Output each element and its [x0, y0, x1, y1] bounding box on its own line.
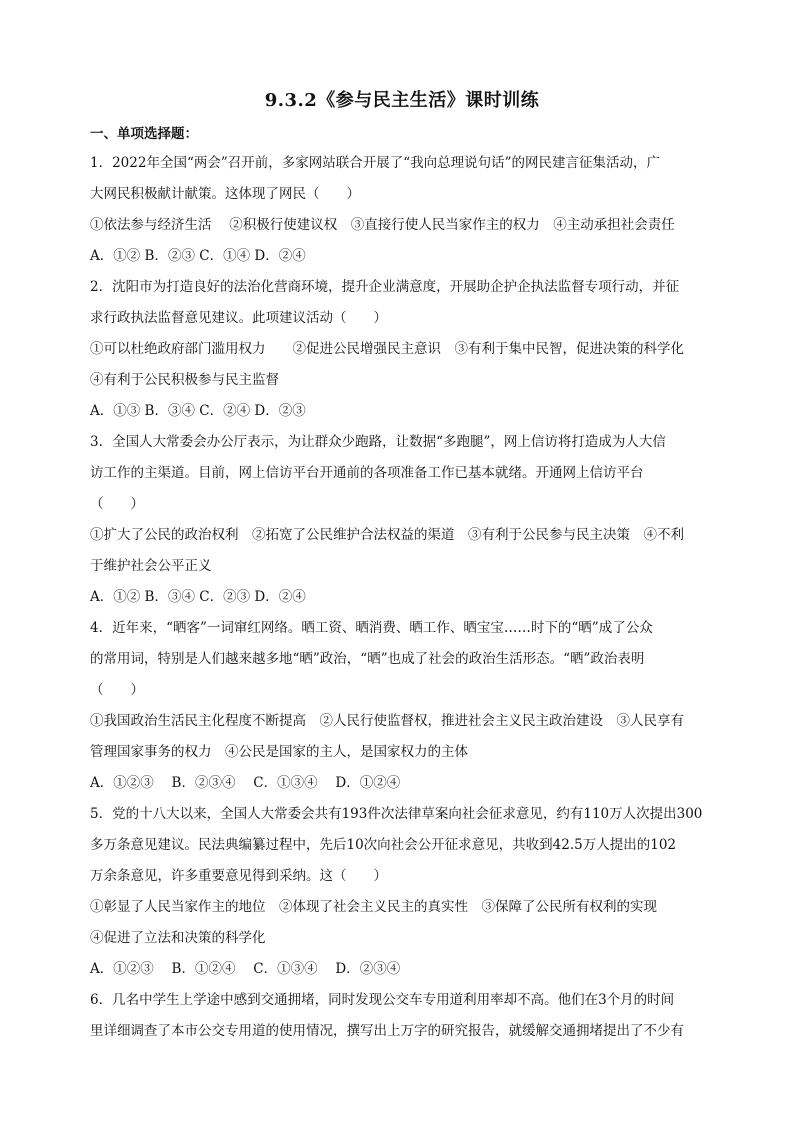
text-line: 4．近年来，“晒客”一词窜红网络。晒工资、晒消费、晒工作、晒宝宝……时下的“晒”成了公众 — [90, 620, 653, 636]
text-line: ④促进了立法和决策的科学化 — [90, 930, 266, 946]
text-line: ①可以杜绝政府部门滥用权力 ②促进公民增强民主意识 ③有利于集中民智，促进决策的科学化 — [90, 341, 684, 357]
text-line: 于维护社会公平正义 — [90, 558, 212, 574]
text-line: ①我国政治生活民主化程度不断提高 ②人民行使监督权，推进社会主义民主政治建设 ③人民享有 — [90, 713, 684, 729]
question-list — [90, 148, 714, 1047]
text-line: A．①② B．②③ C．①④ D．②④ — [90, 248, 306, 264]
text-line: 管理国家事务的权力 ④公民是国家的主人，是国家权力的主体 — [90, 744, 468, 760]
text-line: 里详细调查了本市公交专用道的使用情况，撰写出上万字的研究报告，就缓解交通拥堵提出了不少有 — [90, 1023, 684, 1039]
text-line: 2．沈阳市为打造良好的法治化营商环境，提升企业满意度，开展助企护企执法监督专项行动，并征 — [90, 279, 680, 295]
text-line: A．①③ B．③④ C．②④ D．②③ — [90, 403, 306, 419]
text-line: 访工作的主渠道。目前，网上信访平台开通前的各项准备工作已基本就绪。开通网上信访平台 — [90, 465, 644, 481]
text-line: 1．2022年全国“两会”召开前，多家网站联合开展了“我向总理说句话”的网民建言征集活动，广 — [90, 155, 661, 171]
text-line: 万余条意见，许多重要意见得到采纳。这（ ） — [90, 868, 387, 884]
text-line: ①扩大了公民的政治权利 ②拓宽了公民维护合法权益的渠道 ③有利于公民参与民主决策 ④不利 — [90, 527, 684, 543]
text-line: ①依法参与经济生活 ②积极行使建议权 ③直接行使人民当家作主的权力 ④主动承担社会责任 — [90, 217, 675, 233]
text-line: （ ） — [90, 682, 144, 698]
text-line: （ ） — [90, 496, 144, 512]
text-line: 6．几名中学生上学途中感到交通拥堵，同时发现公交车专用道利用率却不高。他们在3个月的时间 — [90, 992, 675, 1008]
text-line: A．①②③ B．②③④ C．①③④ D．①②④ — [90, 775, 401, 791]
document-title: 9.3.2《参与民主生活》课时训练 — [264, 90, 540, 111]
text-line: ①彰显了人民当家作主的地位 ②体现了社会主义民主的真实性 ③保障了公民所有权利的实现 — [90, 899, 657, 915]
text-line: ④有利于公民积极参与民主监督 — [90, 372, 279, 388]
text-line: 3．全国人大常委会办公厅表示，为让群众少跑路，让数据“多跑腿”，网上信访将打造成为人大信 — [90, 434, 666, 450]
section-heading: 一、单项选择题： — [90, 126, 198, 142]
text-line: A．①② B．③④ C．②③ D．②④ — [90, 589, 306, 605]
text-line: 5．党的十八大以来，全国人大常委会共有193件次法律草案向社会征求意见，约有110万人次提出300 — [90, 806, 703, 822]
text-line: A．①②③ B．①②④ C．①③④ D．②③④ — [90, 961, 401, 977]
text-line: 多万条意见建议。民法典编纂过程中，先后10次向社会公开征求意见，共收到42.5万人提出的102 — [90, 837, 677, 853]
text-line: 求行政执法监督意见建议。此项建议活动（ ） — [90, 310, 387, 326]
text-line: 大网民积极献计献策。这体现了网民（ ） — [90, 186, 360, 202]
text-line: 的常用词，特别是人们越来越多地“晒”政治，“晒”也成了社会的政治生活形态。“晒”政治表明 — [90, 651, 645, 667]
